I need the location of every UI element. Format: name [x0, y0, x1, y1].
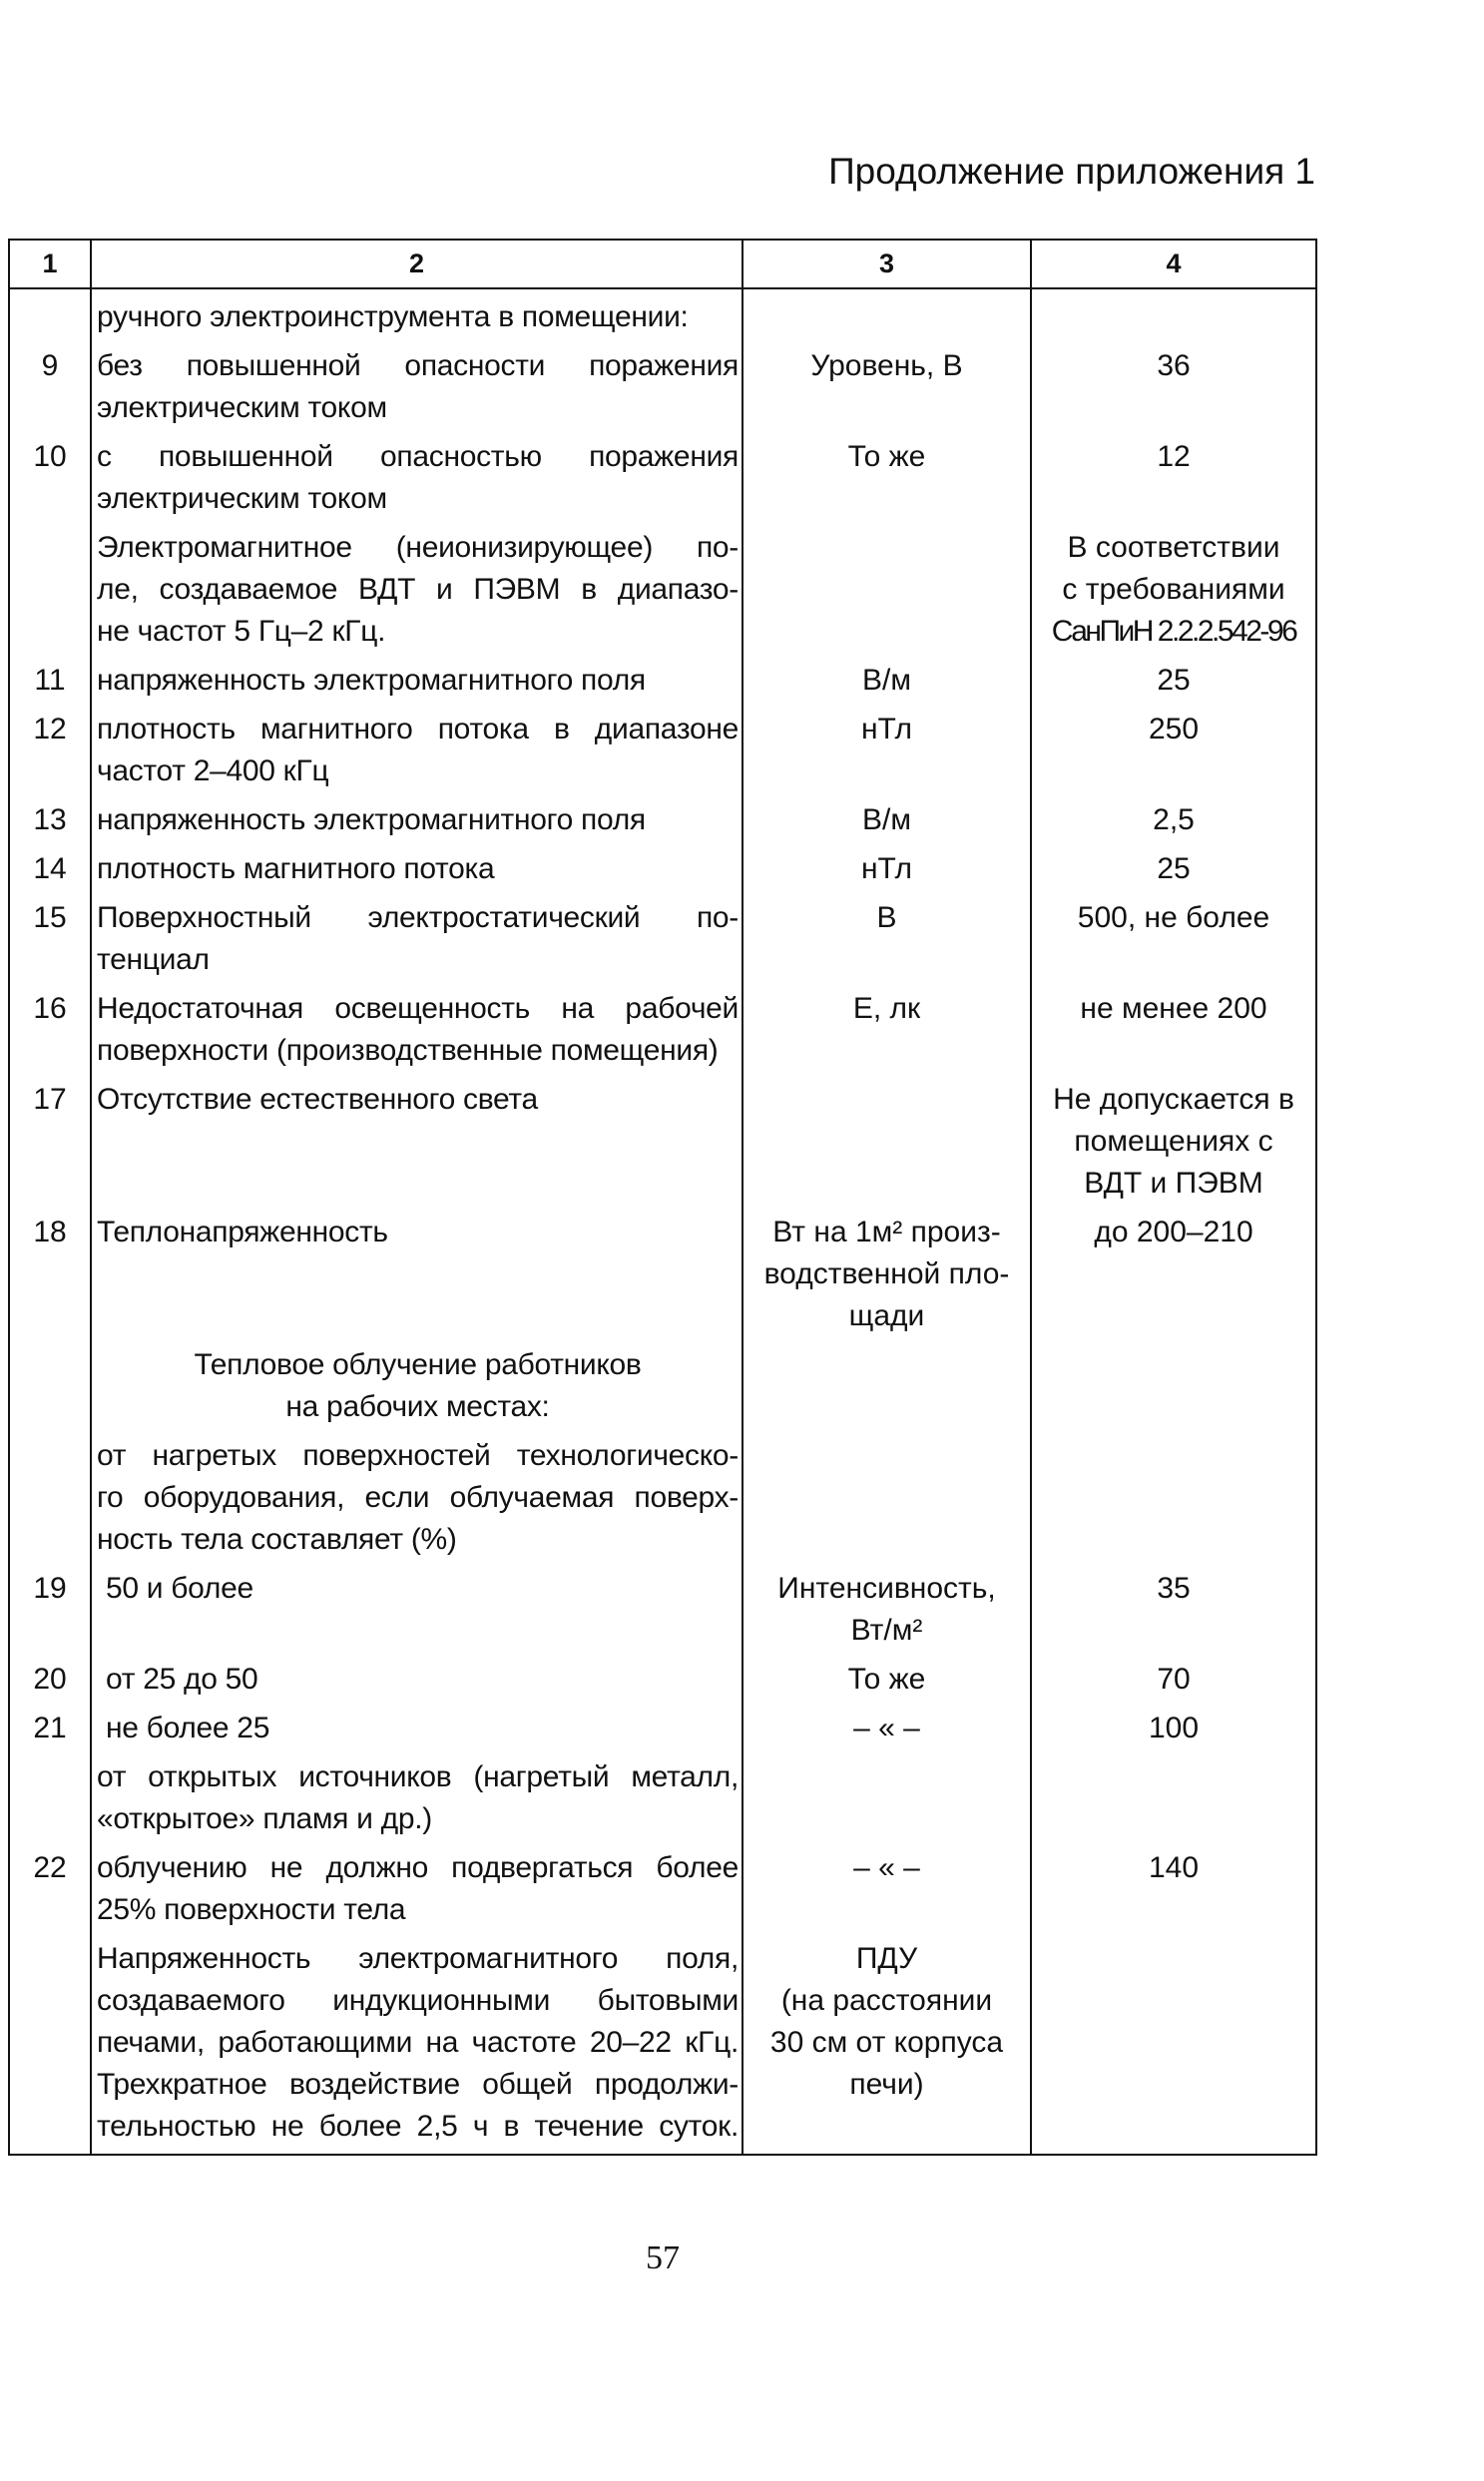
row-number: 16 — [33, 992, 67, 1025]
cell-line: поверхности (производственные помещения) — [97, 1034, 719, 1067]
cell-line: тельностью не более 2,5 ч в течение суток. — [97, 2110, 739, 2143]
cell-value — [1031, 1931, 1316, 2155]
column-header-2: 2 — [91, 240, 742, 288]
cell-number — [9, 702, 91, 792]
cell-number — [9, 1931, 91, 2155]
row-number: 11 — [34, 664, 66, 697]
row-number: 9 — [41, 349, 59, 382]
cell-value — [1031, 1072, 1316, 1205]
cell-parameter — [91, 1931, 742, 2155]
cell-line: го оборудования, если облучаемая поверх- — [97, 1481, 739, 1514]
continuation-note: Продолжение приложения 1 — [828, 151, 1315, 192]
cell-line: Поверхностный электростатический по- — [97, 901, 739, 934]
cell-line: Уровень, В — [810, 349, 963, 382]
table-row — [9, 890, 1316, 981]
cell-line: напряженность электромагнитного поля — [97, 664, 646, 697]
table-row — [9, 429, 1316, 520]
cell-line: В/м — [862, 664, 911, 697]
table-row — [9, 1337, 1316, 1428]
column-header-1: 1 — [9, 240, 91, 288]
cell-value — [1031, 841, 1316, 890]
cell-line: В — [876, 901, 897, 934]
cell-value — [1031, 1428, 1316, 1561]
cell-line: В соответствии — [1067, 531, 1280, 564]
cell-line: Не допускается в — [1053, 1083, 1294, 1116]
cell-line: нТл — [860, 852, 913, 885]
cell-unit — [742, 1652, 1031, 1701]
cell-parameter — [91, 890, 742, 981]
table-row — [9, 1205, 1316, 1337]
table-row — [9, 1072, 1316, 1205]
table-row — [9, 520, 1316, 653]
appendix-table — [8, 239, 1317, 2156]
cell-value — [1031, 1701, 1316, 1749]
header-row — [9, 240, 1316, 288]
cell-parameter — [91, 1205, 742, 1337]
cell-line: 25 — [1157, 852, 1191, 885]
cell-unit — [742, 1428, 1031, 1561]
cell-line: облучению не должно подвергаться более — [97, 1851, 739, 1884]
table-row — [9, 1840, 1316, 1931]
cell-number — [9, 1072, 91, 1205]
table-row — [9, 338, 1316, 429]
cell-line: 70 — [1157, 1663, 1191, 1696]
cell-line: плотность магнитного потока в диапазоне — [97, 713, 739, 745]
cell-line: 50 и более — [106, 1572, 253, 1605]
cell-unit — [742, 792, 1031, 841]
cell-line: 140 — [1148, 1851, 1200, 1884]
cell-parameter — [91, 1337, 742, 1428]
cell-line: нТл — [860, 713, 913, 745]
cell-line: без повышенной опасности поражения — [97, 349, 739, 382]
cell-line: 25% поверхности тела — [97, 1893, 406, 1926]
cell-line: 25 — [1157, 664, 1191, 697]
cell-parameter — [91, 1749, 742, 1840]
cell-line: 2,5 — [1153, 803, 1195, 836]
page-number: 57 — [646, 2239, 680, 2276]
table-row — [9, 1701, 1316, 1749]
cell-line: (на расстоянии — [780, 1984, 993, 2017]
cell-unit — [742, 1337, 1031, 1428]
table-row — [9, 1931, 1316, 2155]
cell-parameter — [91, 1652, 742, 1701]
table-row — [9, 1428, 1316, 1561]
table-row — [9, 1749, 1316, 1840]
cell-line: электрическим током — [97, 391, 387, 424]
cell-line: ручного электроинструмента в помещении: — [97, 300, 689, 333]
cell-value — [1031, 1652, 1316, 1701]
cell-line: напряженность электромагнитного поля — [97, 803, 646, 836]
cell-value — [1031, 1749, 1316, 1840]
cell-unit — [742, 520, 1031, 653]
cell-line: не частот 5 Гц–2 кГц. — [97, 615, 386, 648]
cell-parameter — [91, 1840, 742, 1931]
cell-number — [9, 1701, 91, 1749]
cell-number — [9, 288, 91, 338]
cell-line: То же — [847, 440, 926, 473]
cell-line: 500, не более — [1077, 901, 1270, 934]
cell-parameter — [91, 1701, 742, 1749]
cell-line: печи) — [849, 2068, 924, 2101]
cell-number — [9, 1561, 91, 1652]
cell-value — [1031, 1840, 1316, 1931]
cell-line: создаваемого индукционными бытовыми — [97, 1984, 739, 2017]
cell-unit — [742, 653, 1031, 702]
cell-line: В/м — [862, 803, 911, 836]
cell-value — [1031, 702, 1316, 792]
cell-number — [9, 1337, 91, 1428]
row-number: 10 — [33, 440, 67, 473]
table-row — [9, 1561, 1316, 1652]
cell-line: Электромагнитное (неионизирующее) по- — [97, 531, 739, 564]
cell-value — [1031, 288, 1316, 338]
cell-parameter — [91, 841, 742, 890]
cell-unit — [742, 1701, 1031, 1749]
cell-line: до 200–210 — [1094, 1216, 1253, 1248]
column-header-3: 3 — [742, 240, 1031, 288]
cell-line: плотность магнитного потока — [97, 852, 495, 885]
cell-number — [9, 653, 91, 702]
cell-line: электрическим током — [97, 482, 387, 515]
cell-value — [1031, 338, 1316, 429]
row-number: 17 — [33, 1083, 67, 1116]
table-row — [9, 653, 1316, 702]
cell-line: не более 25 — [106, 1712, 270, 1744]
cell-parameter — [91, 792, 742, 841]
cell-line: Напряженность электромагнитного поля, — [97, 1942, 739, 1975]
cell-line: от 25 до 50 — [106, 1663, 258, 1696]
cell-unit — [742, 841, 1031, 890]
cell-value — [1031, 981, 1316, 1072]
cell-line: ле, создаваемое ВДТ и ПЭВМ в диапазо- — [97, 573, 739, 606]
cell-value — [1031, 1337, 1316, 1428]
row-number: 13 — [33, 803, 67, 836]
cell-line: Вт на 1м² произ- — [772, 1216, 1001, 1248]
row-number: 22 — [33, 1851, 67, 1884]
cell-number — [9, 520, 91, 653]
table-row — [9, 981, 1316, 1072]
cell-unit — [742, 1931, 1031, 2155]
cell-line: от нагретых поверхностей технологическо- — [97, 1439, 739, 1472]
cell-number — [9, 841, 91, 890]
cell-line: Е, лк — [852, 992, 921, 1025]
cell-line: частот 2–400 кГц — [97, 754, 329, 787]
section-heading: Тепловое облучение работников — [194, 1348, 642, 1381]
cell-line: 250 — [1148, 713, 1200, 745]
cell-number — [9, 1652, 91, 1701]
cell-parameter — [91, 702, 742, 792]
row-number: 19 — [33, 1572, 67, 1605]
cell-value — [1031, 429, 1316, 520]
row-number: 15 — [33, 901, 67, 934]
column-header-4: 4 — [1031, 240, 1316, 288]
cell-line: – « – — [853, 1851, 920, 1884]
cell-line: ность тела составляет (%) — [97, 1523, 457, 1556]
cell-line: Отсутствие естественного света — [97, 1083, 538, 1116]
cell-line: с повышенной опасностью поражения — [97, 440, 739, 473]
cell-line: печами, работающими на частоте 20–22 кГц. — [97, 2026, 739, 2059]
cell-number — [9, 981, 91, 1072]
cell-line: 36 — [1157, 349, 1191, 382]
cell-line: Трехкратное воздействие общей продолжи- — [97, 2068, 739, 2101]
cell-unit — [742, 1072, 1031, 1205]
cell-value — [1031, 520, 1316, 653]
cell-value — [1031, 1561, 1316, 1652]
cell-line: – « – — [853, 1712, 920, 1744]
cell-number — [9, 890, 91, 981]
cell-line: Недостаточная освещенность на рабочей — [97, 992, 739, 1025]
cell-parameter — [91, 1428, 742, 1561]
cell-value — [1031, 1205, 1316, 1337]
row-number: 20 — [33, 1663, 67, 1696]
cell-line: 100 — [1148, 1712, 1200, 1744]
cell-unit — [742, 1205, 1031, 1337]
cell-line: с требованиями — [1062, 573, 1285, 606]
cell-value — [1031, 792, 1316, 841]
row-number: 12 — [33, 713, 67, 745]
cell-line: 35 — [1157, 1572, 1191, 1605]
cell-number — [9, 429, 91, 520]
table-row — [9, 288, 1316, 338]
cell-number — [9, 338, 91, 429]
cell-line: щади — [848, 1299, 925, 1332]
cell-line: 12 — [1157, 440, 1191, 473]
cell-unit — [742, 429, 1031, 520]
cell-parameter — [91, 653, 742, 702]
cell-unit — [742, 1561, 1031, 1652]
cell-line: Интенсивность, — [777, 1572, 996, 1605]
cell-line: ВДТ и ПЭВМ — [1084, 1167, 1263, 1200]
cell-line: «открытое» пламя и др.) — [97, 1802, 432, 1835]
table-row — [9, 702, 1316, 792]
cell-parameter — [91, 1072, 742, 1205]
cell-number — [9, 1205, 91, 1337]
cell-parameter — [91, 338, 742, 429]
cell-unit — [742, 702, 1031, 792]
cell-line: 30 см от корпуса — [769, 2026, 1004, 2059]
cell-parameter — [91, 981, 742, 1072]
cell-line: водственной пло- — [763, 1257, 1010, 1290]
row-number: 18 — [33, 1216, 67, 1248]
cell-unit — [742, 338, 1031, 429]
cell-unit — [742, 1840, 1031, 1931]
cell-line: от открытых источников (нагретый металл, — [97, 1760, 739, 1793]
cell-number — [9, 1840, 91, 1931]
cell-value — [1031, 653, 1316, 702]
table-row — [9, 841, 1316, 890]
row-number: 21 — [33, 1712, 67, 1744]
cell-line: не менее 200 — [1080, 992, 1267, 1025]
cell-number — [9, 1428, 91, 1561]
cell-line: ПДУ — [855, 1942, 918, 1975]
section-heading: на рабочих местах: — [285, 1390, 550, 1423]
cell-line: Вт/м² — [850, 1614, 923, 1647]
cell-line: То же — [847, 1663, 926, 1696]
row-number: 14 — [33, 852, 67, 885]
cell-unit — [742, 981, 1031, 1072]
cell-parameter — [91, 429, 742, 520]
cell-number — [9, 792, 91, 841]
cell-line: Теплонапряженность — [97, 1216, 388, 1248]
table-row — [9, 792, 1316, 841]
cell-parameter — [91, 288, 742, 338]
cell-parameter — [91, 1561, 742, 1652]
cell-unit — [742, 890, 1031, 981]
cell-line: тенциал — [97, 943, 210, 976]
cell-unit — [742, 288, 1031, 338]
cell-value — [1031, 890, 1316, 981]
table-row — [9, 1652, 1316, 1701]
cell-number — [9, 1749, 91, 1840]
cell-line: помещениях с — [1074, 1125, 1273, 1158]
cell-unit — [742, 1749, 1031, 1840]
cell-parameter — [91, 520, 742, 653]
cell-line: СанПиН 2.2.2.542-96 — [1051, 615, 1296, 648]
